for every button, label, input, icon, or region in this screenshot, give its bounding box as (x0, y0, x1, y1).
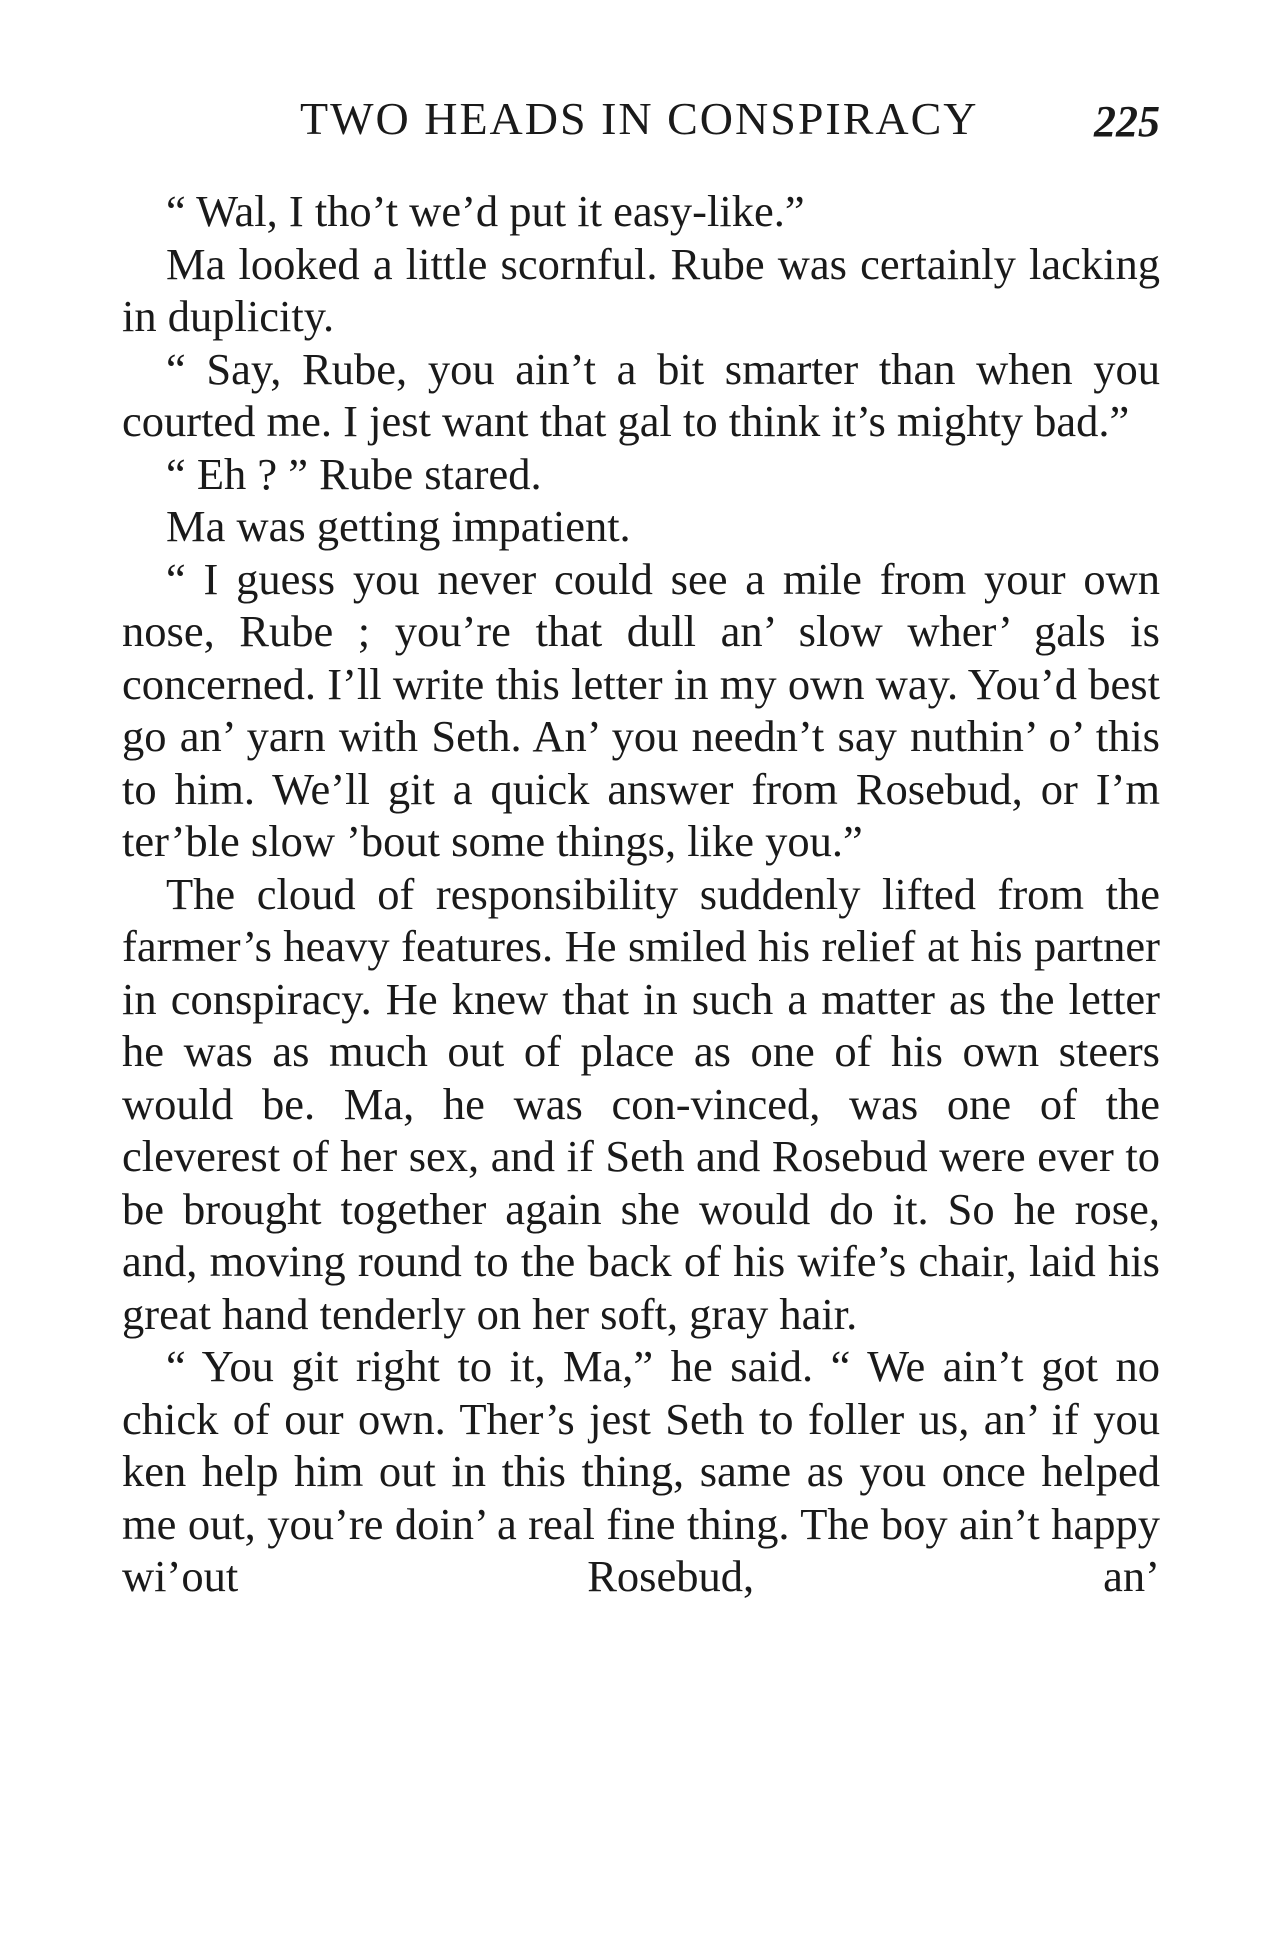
running-title: TWO HEADS IN CONSPIRACY (300, 93, 979, 144)
paragraph: “ You git right to it, Ma,” he said. “ We ain’t got no chick of our own. Ther’s jest Seth to foller us, an’ if you ken help him out in this thing, same as you once helped me out, you’re doin’ a real fine thing. The boy ain’t happy wi’out Rosebud, an’ (122, 1341, 1160, 1601)
paragraph: Ma looked a little scornful. Rube was certainly lacking in duplicity. (122, 238, 1160, 341)
page-number: 225 (1094, 97, 1160, 146)
paragraph: The cloud of responsibility suddenly lifted from the farmer’s heavy features. He smiled his relief at his partner in conspiracy. He knew that in such a matter as the letter he was as much out of place as one of his own steers would be. Ma, he was con-vinced, was one of the cleverest of her sex, and if Seth and Rosebud were ever to be brought together again she would do it. So he rose, and, moving round to the back of his wife’s chair, laid his great hand tenderly on her soft, gray hair. (122, 868, 1160, 1339)
paragraph: Ma was getting impatient. (166, 501, 631, 551)
paragraph: “ Eh ? ” Rube stared. (166, 448, 542, 499)
page-header (120, 92, 1160, 152)
paragraph: “ Say, Rube, you ain’t a bit smarter than when you courted me. I jest want that gal to think it’s mighty bad.” (122, 343, 1160, 446)
body-text (122, 185, 1160, 1603)
paragraph: “ Wal, I tho’t we’d put it easy-like.” (166, 186, 805, 236)
paragraph: “ I guess you never could see a mile from your own nose, Rube ; you’re that dull an’ slow wher’ gals is concerned. I’ll write this letter in my own way. You’d best go an’ yarn with Seth. An’ you needn’t say nuthin’ o’ this to him. We’ll git a quick answer from Rosebud, or I’m ter’ble slow ’bout some things, like you.” (122, 553, 1160, 866)
